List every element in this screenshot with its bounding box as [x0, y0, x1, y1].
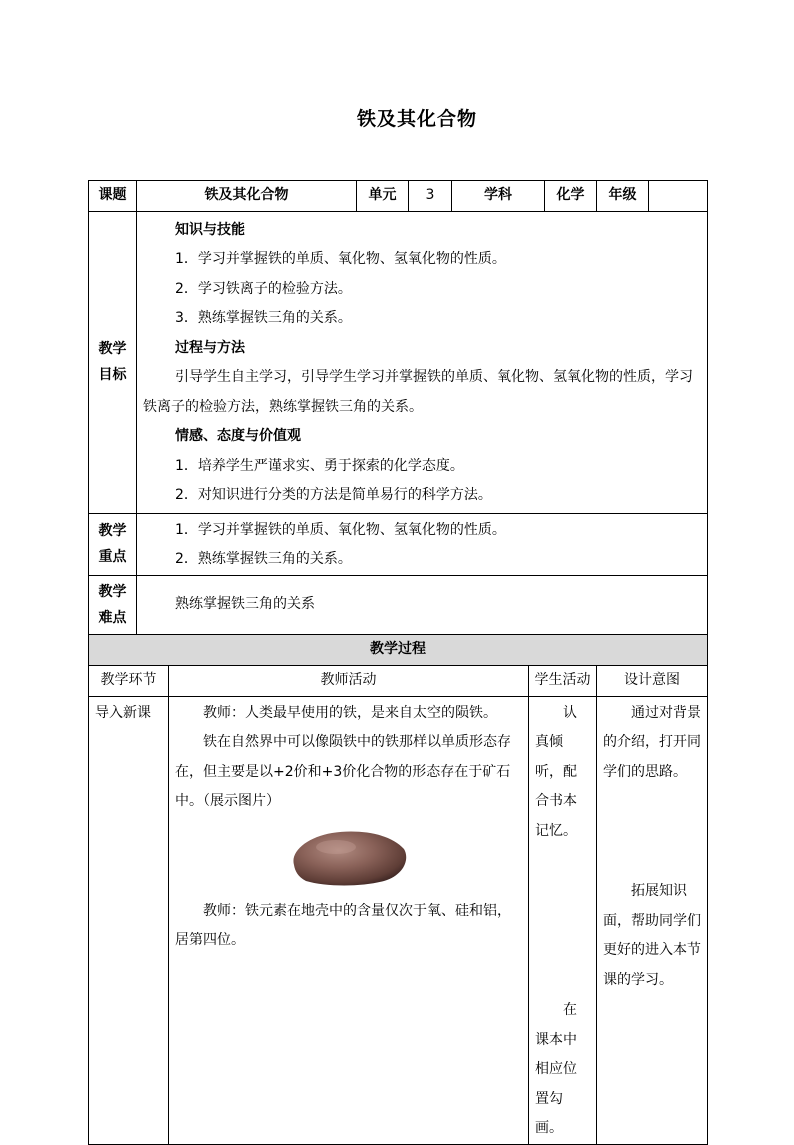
- student-cell: [529, 696, 597, 1144]
- unit-value: 3: [409, 181, 452, 212]
- col-student: 学生活动: [529, 665, 597, 696]
- key-point-item: 1．学习并掌握铁的单质、氧化物、氢氧化物的性质。: [175, 521, 506, 538]
- lesson-plan-table: [88, 180, 708, 1145]
- grade-value: [649, 181, 708, 212]
- process-column-header: [89, 665, 708, 696]
- process-row-intro: [89, 696, 708, 1144]
- process-section-row: [89, 634, 708, 665]
- subject-label: 学科: [452, 181, 545, 212]
- teacher-cell: [169, 696, 529, 1144]
- process-title: 过程与方法: [175, 339, 245, 356]
- unit-label: 单元: [357, 181, 409, 212]
- page-title: 铁及其化合物: [356, 108, 477, 130]
- design-cell: [597, 696, 708, 1144]
- design-intent: 拓展知识面，帮助同学们更好的进入本节课的学习。: [603, 883, 701, 988]
- process-title-cell: 教学过程: [89, 634, 708, 665]
- student-activity: 在课本中相应位置勾画。: [535, 1002, 577, 1136]
- topic-label: 课题: [89, 181, 137, 212]
- subject-value: 化学: [545, 181, 597, 212]
- difficulties-label: [89, 575, 137, 634]
- key-points-label-text: 教学重点: [98, 523, 127, 565]
- emotion-item: 2．对知识进行分类的方法是简单易行的科学方法。: [175, 487, 492, 503]
- design-intent: 通过对背景的介绍，打开同学们的思路。: [603, 704, 701, 780]
- process-text: 引导学生自主学习，引导学生学习并掌握铁的单质、氧化物、氢氧化物的性质，学习铁离子的检验方法，熟练掌握铁三角的关系。: [143, 369, 693, 415]
- knowledge-item: 3．熟练掌握铁三角的关系。: [175, 310, 352, 326]
- teacher-paragraph: 教师：人类最早使用的铁，是来自太空的陨铁。: [203, 704, 497, 721]
- teacher-paragraph: 铁在自然界中可以像陨铁中的铁那样以单质形态存在，但主要是以+2价和+3价化合物的形态存在于矿石中。（展示图片）: [175, 734, 511, 809]
- student-activity: 认真倾听，配合书本记忆。: [535, 704, 577, 839]
- knowledge-item: 1．学习并掌握铁的单质、氧化物、氢氧化物的性质。: [175, 251, 506, 267]
- difficulties-text: 熟练掌握铁三角的关系: [137, 575, 708, 634]
- col-design: 设计意图: [597, 665, 708, 696]
- emotion-item: 1．培养学生严谨求实、勇于探索的化学态度。: [175, 457, 464, 474]
- goals-label-text: 教学目标: [98, 341, 127, 383]
- key-points-row: [89, 513, 708, 575]
- goals-row: [89, 211, 708, 513]
- iron-ore-image: [286, 825, 410, 889]
- difficulties-label-text: 教学难点: [98, 583, 127, 626]
- teacher-paragraph: 教师：铁元素在地壳中的含量仅次于氧、硅和铝，居第四位。: [175, 902, 511, 948]
- key-point-item: 2．熟练掌握铁三角的关系。: [175, 551, 352, 567]
- difficulties-row: [89, 575, 708, 634]
- emotion-title: 情感、态度与价值观: [175, 428, 301, 444]
- knowledge-item: 2．学习铁离子的检验方法。: [175, 280, 352, 297]
- col-teacher: 教师活动: [169, 665, 529, 696]
- key-points-label: [89, 513, 137, 575]
- goals-label: [89, 211, 137, 513]
- knowledge-title: 知识与技能: [175, 221, 245, 238]
- header-row: [89, 181, 708, 212]
- stage-cell: 导入新课: [89, 696, 169, 1144]
- grade-label: 年级: [597, 181, 649, 212]
- col-stage: 教学环节: [89, 665, 169, 696]
- topic-value: 铁及其化合物: [137, 181, 357, 212]
